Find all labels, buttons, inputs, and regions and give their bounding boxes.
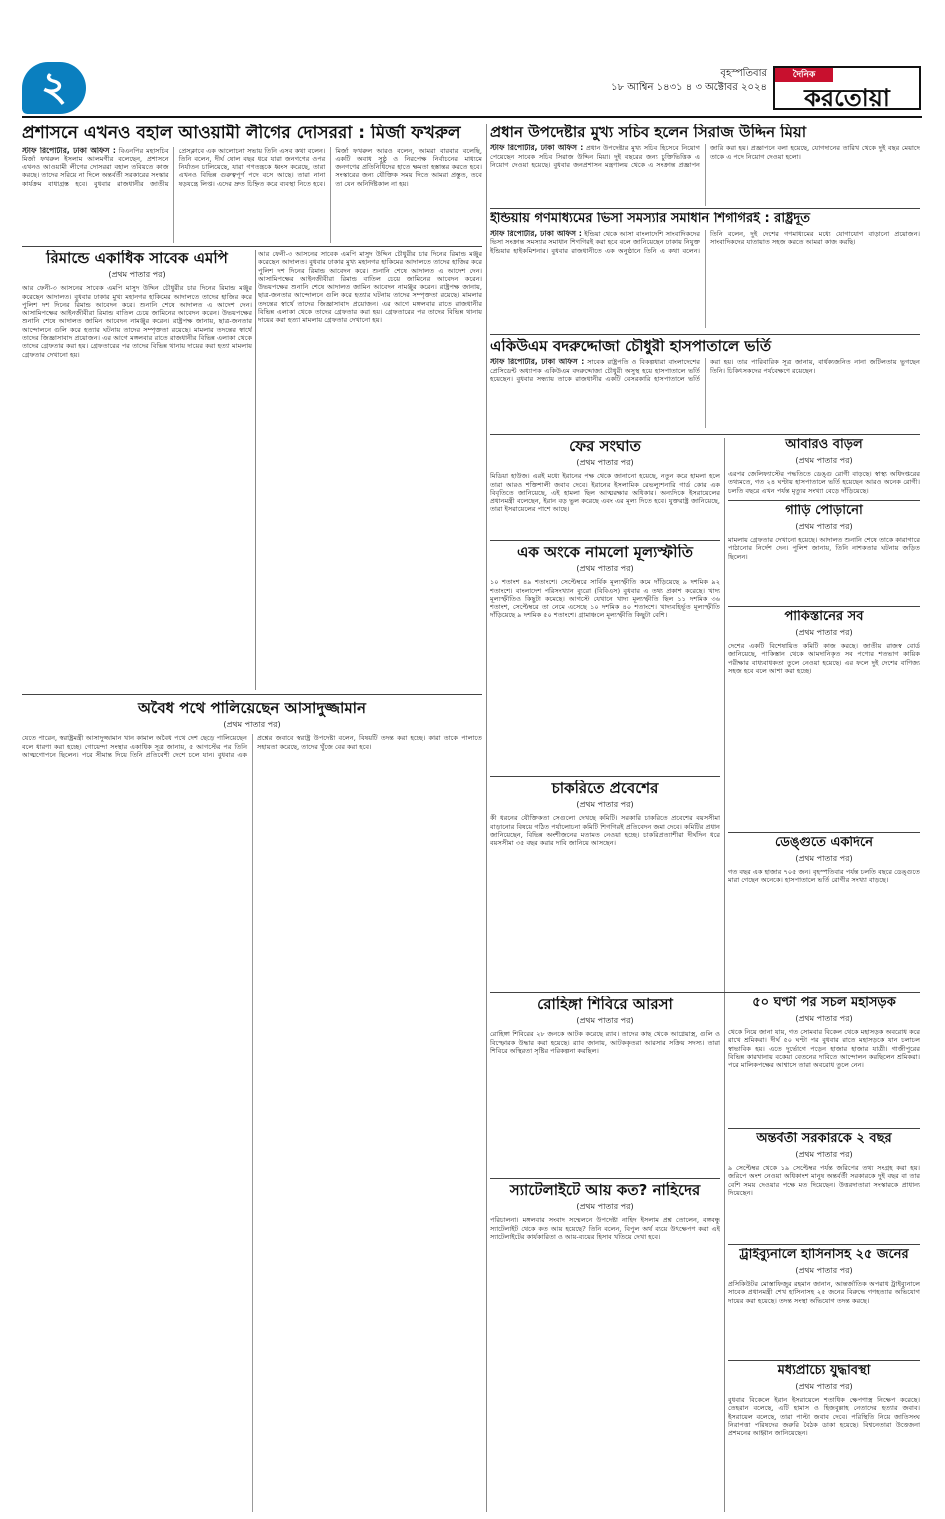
headline: ইন্ডিয়ায় গণমাধ্যমের ভিসা সমস্যার সমাধান শিগগিরই : রাষ্ট্রদূত — [490, 212, 810, 226]
article-dengue-day — [728, 836, 920, 986]
masthead-small: দৈনিক — [775, 68, 833, 82]
row-rule — [490, 208, 920, 209]
continued-label: (প্রথম পাতার পর) — [795, 455, 853, 465]
article-asaduzzaman — [22, 700, 482, 1512]
article-middle-east — [728, 1364, 920, 1512]
column-rule — [486, 124, 487, 1512]
headline: একিউএম বদরুদ্দোজা চৌধুরী হাসপাতালে ভর্তি — [490, 338, 772, 355]
article-body: থেকে নিয়ে জানা যায়, গত সোমবার বিকেল থেকে মহাসড়ক অবরোধ করে রাখে শ্রমিকরা। দীর্ঘ ৫০ ঘণ্টা পর বুধবার রাতে মহাসড়কে যান চলাচল স্বাভাবিক হয়। এতে দুর্ভোগে পড়েন হাজার হাজার যাত্রী। গাজীপুরের বিভিন্ন কারখানায় বকেয়া বেতনের দাবিতে আন্দোলন করছিলেন শ্রমিকরা। পরে মালিকপক্ষের আশ্বাসে তারা অবরোধ তুলে নেন। — [728, 1027, 920, 1070]
article-highway — [728, 996, 920, 1126]
row-rule — [22, 246, 482, 247]
article-body: মিডিয়া হাউজ। এরই মধ্যে ইরানের পক্ষ থেকে জানানো হয়েছে, নতুন করে হামলা হলে তারা আরও শক্তিশালী জবাব দেবে। ইরানের ইসলামিক রেভল্যুশনারি গার্ড কোর এক বিবৃতিতে জানিয়েছে, এই হামলা ছিল আত্মরক্ষার অধিকার। অন্যদিকে ইসরায়েলের প্রধানমন্ত্রী বলেছেন, ইরান বড় ভুল করেছে এবং এর মূল্য দিতে হবে। যুক্তরাষ্ট্র জানিয়েছে, তারা ইসরায়েলের পাশে আছে। — [490, 472, 720, 514]
article-survey — [728, 1132, 920, 1242]
row-rule — [728, 1244, 920, 1245]
article-body: আর ফেনী-৩ আসনের সাবেক এমপি মাসুদ উদ্দিন চৌধুরীর চার দিনের রিমান্ড মঞ্জুর করেছেন আদালত। বুধবার ঢাকার মুখ্য মহানগর হাকিমের আদালতে তাদের হাজির করে পুলিশ দশ দিনের রিমান্ড আবেদন করে। শুনানি শেষে আদালত এ আদেশ দেন। আসামিপক্ষের আইনজীবীরা রিমান্ড বাতিল চেয়ে জামিনের আবেদন করেন। উভয়পক্ষের শুনানি শেষে আদালত জামিন আবেদন নামঞ্জুর করেন। রাষ্ট্রপক্ষ জানায়, ছাত্র-জনতার আন্দোলনে গুলি করে হত্যার ঘটনায় তাদের সম্পৃক্ততা রয়েছে। মামলার তদন্তের স্বার্থে তাদের জিজ্ঞাসাবাদ প্রয়োজন। এর আগে মঙ্গলবার রাতে রাজধানীর বিভিন্ন এলাকা থেকে তাদের গ্রেফতার করা হয়। গ্রেফতারের পর তাদের বিভিন্ন থানায় দায়ের করা হত্যা মামলায় গ্রেফতার দেখানো হয়। — [22, 284, 252, 359]
continued-label: (প্রথম পাতার পর) — [795, 521, 853, 531]
row-rule — [490, 540, 720, 541]
issue-date — [611, 67, 767, 95]
article-body: কী ধরনের যৌক্তিকতা সেগুলো দেখছে কমিটি। সরকারি চাকরিতে প্রবেশের বয়সসীমা বাড়ানোর বিষয়ে গঠিত পর্যালোচনা কমিটি শিগগিরই প্রতিবেদন জমা দেবে। কমিটির প্রধান জানিয়েছেন, বিভিন্ন অংশীজনের মতামত নেওয়া হচ্ছে। চাকরিপ্রত্যাশীরা দীর্ঘদিন ধরে বয়সসীমা ৩৫ বছর করার দাবি জানিয়ে আসছেন। — [490, 814, 720, 848]
article-body: বুধবার বিকেলে ইরান ইসরায়েলে শতাধিক ক্ষেপণাস্ত্র নিক্ষেপ করেছে। তেহরান বলেছে, এটি হামাস ও হিজবুল্লাহ নেতাদের হত্যার জবাব। ইসরায়েল বলেছে, তারা পাল্টা জবাব দেবে। পরিস্থিতি নিয়ে জাতিসংঘ নিরাপত্তা পরিষদের জরুরি বৈঠক ডাকা হয়েছে। বিশ্বনেতারা উত্তেজনা প্রশমনের আহ্বান জানিয়েছেন। — [728, 1395, 920, 1438]
article-body: ৯ সেপ্টেম্বর থেকে ১৯ সেপ্টেম্বর পর্যন্ত জরিপের তথ্য সংগ্রহ করা হয়। জরিপে অংশ নেওয়া অধিকাংশ মানুষ অন্তর্বর্তী সরকারকে দুই বছর বা তার বেশি সময় দেওয়ার পক্ষে মত দিয়েছেন। উত্তরদাতারা সংস্কারকে প্রাধান্য দিয়েছেন। — [728, 1163, 920, 1197]
row-rule — [490, 334, 920, 335]
article-remand-continued — [258, 250, 482, 690]
article-dengue-rise — [728, 438, 920, 498]
column-rule — [724, 438, 725, 1512]
article-body: পরিচালনা। মঙ্গলবার সংবাদ সম্মেলনে উপদেষ্টা নাহিদ ইসলাম প্রশ্ন তোলেন, বঙ্গবন্ধু স্যাটেলাইট থেকে কত আয় হয়েছে? তিনি বলেন, বিপুল অর্থ ব্যয়ে উৎক্ষেপণ করা এই স্যাটেলাইটের কার্যকারিতা ও আয়-ব্যয়ের হিসাব খতিয়ে দেখা হবে। — [490, 1216, 720, 1241]
row-rule — [490, 776, 720, 777]
continued-label: (প্রথম পাতার পর) — [576, 458, 634, 468]
article-rohingya — [490, 996, 720, 1176]
headline: ট্রাইব্যুনালে হাসিনাসহ ২৫ জনের — [739, 1248, 909, 1262]
date-line: ১৮ আশ্বিন ১৪৩১ ৪ ৩ অক্টোবর ২০২৪ — [611, 82, 767, 93]
continued-label: (প্রথম পাতার পর) — [795, 1381, 853, 1391]
article-body: দেশের একটি বিশেষায়িত কমিটি কাজ করছে। জাতীয় রাজস্ব বোর্ড জানিয়েছে, পাকিস্তান থেকে আমদানিকৃত সব পণ্যের শতভাগ কায়িক পরীক্ষার বাধ্যবাধকতা তুলে নেওয়া হয়েছে। এর ফলে দুই দেশের বাণিজ্য সহজ হবে বলে আশা করা হচ্ছে। — [728, 641, 920, 675]
article-car-burning — [728, 504, 920, 604]
continued-label: (প্রথম পাতার পর) — [795, 1149, 853, 1159]
article-pakistan — [728, 610, 920, 830]
article-body — [490, 144, 920, 206]
masthead-logo — [773, 66, 921, 110]
article-body: আর ফেনী-৩ আসনের সাবেক এমপি মাসুদ উদ্দিন চৌধুরীর চার দিনের রিমান্ড মঞ্জুর করেছেন আদালত। বুধবার ঢাকার মুখ্য মহানগর হাকিমের আদালতে তাদের হাজির করে পুলিশ দশ দিনের রিমান্ড আবেদন করে। শুনানি শেষে আদালত এ আদেশ দেন। আসামিপক্ষের আইনজীবীরা রিমান্ড বাতিল চেয়ে জামিনের আবেদন করেন। উভয়পক্ষের শুনানি শেষে আদালত জামিন আবেদন নামঞ্জুর করেন। রাষ্ট্রপক্ষ জানায়, ছাত্র-জনতার আন্দোলনে গুলি করে হত্যার ঘটনায় তাদের সম্পৃক্ততা রয়েছে। মামলার তদন্তের স্বার্থে তাদের জিজ্ঞাসাবাদ প্রয়োজন। এর আগে মঙ্গলবার রাতে রাজধানীর বিভিন্ন এলাকা থেকে তাদের গ্রেফতার করা হয়। গ্রেফতারের পর তাদের বিভিন্ন থানায় দায়ের করা হত্যা মামলায় গ্রেফতার দেখানো হয়। — [258, 250, 482, 325]
headline: এক অংকে নামলো মূল্যস্ফীতি — [516, 544, 694, 561]
article-body: ১০ শতাংশ ৪৯ শতাংশে। সেপ্টেম্বরে সার্বিক মূল্যস্ফীতি কমে দাঁড়িয়েছে ৯ দশমিক ৯২ শতাংশে। বাংলাদেশ পরিসংখ্যান ব্যুরো (বিবিএস) বুধবার এ তথ্য প্রকাশ করেছে। খাদ্য মূল্যস্ফীতিও কিছুটা কমেছে। আগস্টে যেখানে খাদ্য মূল্যস্ফীতি ছিল ১১ দশমিক ৩৬ শতাংশ, সেপ্টেম্বরে তা নেমে এসেছে ১০ দশমিক ৪০ শতাংশে। খাদ্যবহির্ভূত মূল্যস্ফীতি দাঁড়িয়েছে ৯ দশমিক ৫০ শতাংশে। গ্রামাঞ্চলে মূল্যস্ফীতি কিছুটা বেশি। — [490, 578, 720, 620]
article-body — [22, 147, 482, 243]
headline: স্যাটেলাইটে আয় কত? নাহিদের — [509, 1182, 701, 1199]
continued-label: (প্রথম পাতার পর) — [576, 800, 634, 810]
row-rule — [728, 1128, 920, 1129]
row-rule — [490, 1178, 720, 1179]
article-chief-secretary — [490, 124, 920, 206]
byline: স্টাফ রিপোর্টার, ঢাকা অফিস : — [490, 144, 584, 153]
headline: পাকিস্তানের সব — [784, 610, 864, 624]
headline: রোহিঙ্গা শিবিরে আরসা — [537, 996, 673, 1013]
headline: প্রধান উপদেষ্টার মুখ্য সচিব হলেন সিরাজ উদ্দিন মিয়া — [490, 124, 807, 141]
headline: ডেঙ্গুতে একদিনে — [775, 836, 873, 850]
article-body: গত বছর এক হাজার ৭০৫ জন। বৃহস্পতিবার পর্যন্ত চলতি বছরে ডেঙ্গুতে মারা গেছেন অনেকে। হাসপাতালে ভর্তি রোগীর সংখ্যা বাড়ছে। — [728, 867, 920, 885]
continued-label: (প্রথম পাতার পর) — [795, 1013, 853, 1023]
page-header — [0, 0, 945, 118]
article-satellite — [490, 1182, 720, 1512]
headline: প্রশাসনে এখনও বহাল আওয়ামী লীগের দোসররা : মির্জা ফখরুল — [22, 124, 461, 143]
article-visa — [490, 212, 920, 330]
article-lead — [22, 124, 482, 244]
article-text: ইন্ডিয়া থেকে আসা বাংলাদেশি সাংবাদিকদের ভিসা সংক্রান্ত সমস্যার সমাধান শিগগিরই করা হবে বলে জানিয়েছেন ঢাকায় নিযুক্ত ইন্ডিয়ার হাইকমিশনার। বুধবার রাজধানীতে এক অনুষ্ঠানে তিনি এ কথা বলেন। তিনি বলেন, দুই দেশের গণমাধ্যমের মধ্যে যোগাযোগ বাড়ানো প্রয়োজন। সাংবাদিকদের যাতায়াত সহজ করতে আমরা কাজ করছি। — [490, 229, 920, 255]
headline: অন্তর্বর্তী সরকারকে ২ বছর — [756, 1132, 892, 1146]
headline: রিমান্ডে একাধিক সাবেক এমপি — [46, 250, 228, 267]
row-rule — [728, 832, 920, 833]
byline: স্টাফ রিপোর্টার, ঢাকা অফিস : — [490, 229, 582, 238]
byline: স্টাফ রিপোর্টার, ঢাকা অফিস : — [22, 146, 116, 155]
article-body: এরপর জেলিফ্যাস্টের পদ্ধতিতে ডেঙ্গু রোগী বাড়ছে। স্বাস্থ্য অধিদপ্তরের তথ্যমতে, গত ২৪ ঘণ্টায় হাসপাতালে ভর্তি হয়েছেন আরও অনেক রোগী। চলতি বছরে এখন পর্যন্ত মৃত্যুর সংখ্যা বেড়ে দাঁড়িয়েছে। — [728, 469, 920, 495]
row-rule — [22, 694, 482, 695]
article-body — [490, 230, 920, 328]
continued-label: (প্রথম পাতার পর) — [108, 270, 166, 280]
continued-label: (প্রথম পাতার পর) — [795, 1265, 853, 1275]
continued-label: (প্রথম পাতার পর) — [795, 853, 853, 863]
article-body: প্রসিকিউটর মোস্তাফিজুর রহমান জানান, আন্তর্জাতিক অপরাধ ট্রাইব্যুনালে সাবেক প্রধানমন্ত্রী শেখ হাসিনাসহ ২৫ জনের বিরুদ্ধে গণহত্যার অভিযোগ দায়ের করা হয়েছে। তদন্ত সংস্থা অভিযোগ তদন্ত করছে। — [728, 1279, 920, 1305]
page-number-badge: ২ — [22, 62, 86, 114]
article-conflict — [490, 438, 720, 538]
weekday: বৃহস্পতিবার — [720, 68, 767, 79]
masthead-title: করতোয়া — [804, 84, 890, 112]
row-rule — [728, 500, 920, 501]
continued-label: (প্রথম পাতার পর) — [223, 720, 281, 730]
article-badruddoza — [490, 338, 920, 430]
article-text: সাবেক রাষ্ট্রপতি ও বিকল্পধারা বাংলাদেশের প্রেসিডেন্ট অধ্যাপক একিউএম বদরুদ্দোজা চৌধুরী অসুস্থ হয়ে হাসপাতালে ভর্তি হয়েছেন। বুধবার সন্ধ্যায় তাকে রাজধানীর একটি বেসরকারি হাসপাতালে ভর্তি করা হয়। তার পারিবারিক সূত্র জানায়, বার্ধক্যজনিত নানা জটিলতায় ভুগছেন তিনি। চিকিৎসকদের পর্যবেক্ষণে রয়েছেন। — [490, 358, 920, 383]
byline: স্টাফ রিপোর্টার, ঢাকা অফিস : — [490, 358, 585, 367]
header-rule — [22, 116, 922, 118]
headline: ৫০ ঘণ্টা পর সচল মহাসড়ক — [752, 996, 896, 1010]
headline: ফের সংঘাত — [569, 438, 641, 455]
continued-label: (প্রথম পাতার পর) — [576, 564, 634, 574]
article-body: রোহিঙ্গা শিবিরের ২৮ জনকে আটক করেছে র‍্যাব। তাদের কাছ থেকে আগ্নেয়াস্ত্র, গুলি ও বিস্ফোরক উদ্ধার করা হয়েছে। র‍্যাব জানায়, আটককৃতরা আরসার সক্রিয় সদস্য। তারা শিবিরে অস্থিরতা সৃষ্টির পরিকল্পনা করছিল। — [490, 1030, 720, 1055]
article-body: যেতে পারেন, স্বরাষ্ট্রমন্ত্রী আসাদুজ্জামান খান কামাল অবৈধ পথে দেশ ছেড়ে পালিয়েছেন বলে ধারণা করা হচ্ছে। গোয়েন্দা সংস্থার একাধিক সূত্র জানায়, ৫ আগস্টের পর তিনি আত্মগোপনে ছিলেন। পরে সীমান্ত দিয়ে তিনি প্রতিবেশী দেশে চলে যান। বুধবার এক প্রশ্নের জবাবে স্বরাষ্ট্র উপদেষ্টা বলেন, বিষয়টি তদন্ত করা হচ্ছে। কারা তাকে পালাতে সহায়তা করেছে, তাদের খুঁজে বের করা হবে। — [22, 734, 482, 759]
article-body: মামলায় গ্রেফতার দেখানো হয়েছে। আদালত শুনানি শেষে তাকে কারাগারে পাঠানোর নির্দেশ দেন। পুলিশ জানায়, তিনি নাশকতার ঘটনায় জড়িত ছিলেন। — [728, 535, 920, 561]
article-text: বিএনপির মহাসচিব মির্জা ফখরুল ইসলাম আলমগীর বলেছেন, প্রশাসনে এখনও আওয়ামী লীগের দোসররা বহাল তবিয়তে কাজ করছে। তাদের সরিয়ে না দিলে অন্তর্বর্তী সরকারের সংস্কার কার্যক্রম বাধাগ্রস্ত হবে। বুধবার রাজধানীর জাতীয় প্রেসক্লাবে এক আলোচনা সভায় তিনি এসব কথা বলেন। তিনি বলেন, দীর্ঘ ষোল বছর ধরে যারা জনগণের ওপর নির্যাতন চালিয়েছে, যারা গণতন্ত্রকে ধ্বংস করেছে, তারা এখনও বিভিন্ন গুরুত্বপূর্ণ পদে বসে আছে। তারা নানা ষড়যন্ত্রে লিপ্ত। এদের দ্রুত চিহ্নিত করে ব্যবস্থা নিতে হবে। মির্জা ফখরুল আরও বলেন, আমরা বারবার বলেছি, একটি অবাধ সুষ্ঠু ও নিরপেক্ষ নির্বাচনের মাধ্যমে জনগণের প্রতিনিধিদের হাতে ক্ষমতা হস্তান্তর করতে হবে। সংস্কারের জন্য যৌক্তিক সময় দিতে আমরা প্রস্তুত, তবে তা যেন অনির্দিষ্টকাল না হয়। — [22, 146, 482, 188]
column-rule — [255, 250, 256, 690]
continued-label: (প্রথম পাতার পর) — [576, 1016, 634, 1026]
continued-label: (প্রথম পাতার পর) — [795, 627, 853, 637]
article-inflation — [490, 544, 720, 774]
article-body — [490, 358, 920, 428]
row-rule — [728, 606, 920, 607]
article-text: প্রধান উপদেষ্টার মুখ্য সচিব হিসেবে নিয়োগ পেয়েছেন সাবেক সচিব সিরাজ উদ্দিন মিয়া। দুই বছরের জন্য চুক্তিভিত্তিক এ নিয়োগ দেওয়া হয়েছে। বুধবার জনপ্রশাসন মন্ত্রণালয় থেকে এ সংক্রান্ত প্রজ্ঞাপন জারি করা হয়। প্রজ্ঞাপনে বলা হয়েছে, যোগদানের তারিখ থেকে দুই বছর মেয়াদে তাকে এ পদে নিয়োগ দেওয়া হলো। — [490, 144, 920, 169]
headline: অবৈধ পথে পালিয়েছেন আসাদুজ্জামান — [138, 700, 366, 717]
continued-label: (প্রথম পাতার পর) — [576, 1202, 634, 1212]
article-tribunal — [728, 1248, 920, 1358]
headline: গাড়ি পোড়ানো — [785, 504, 863, 518]
headline: মধ্যপ্রাচ্যে যুদ্ধাবস্থা — [777, 1364, 871, 1378]
headline: চাকরিতে প্রবেশের — [551, 780, 659, 797]
article-job-entry — [490, 780, 720, 990]
row-rule — [728, 1360, 920, 1361]
headline: আবারও বাড়ল — [785, 438, 863, 452]
article-remand — [22, 250, 252, 690]
row-rule — [490, 992, 920, 993]
row-rule — [490, 434, 920, 435]
